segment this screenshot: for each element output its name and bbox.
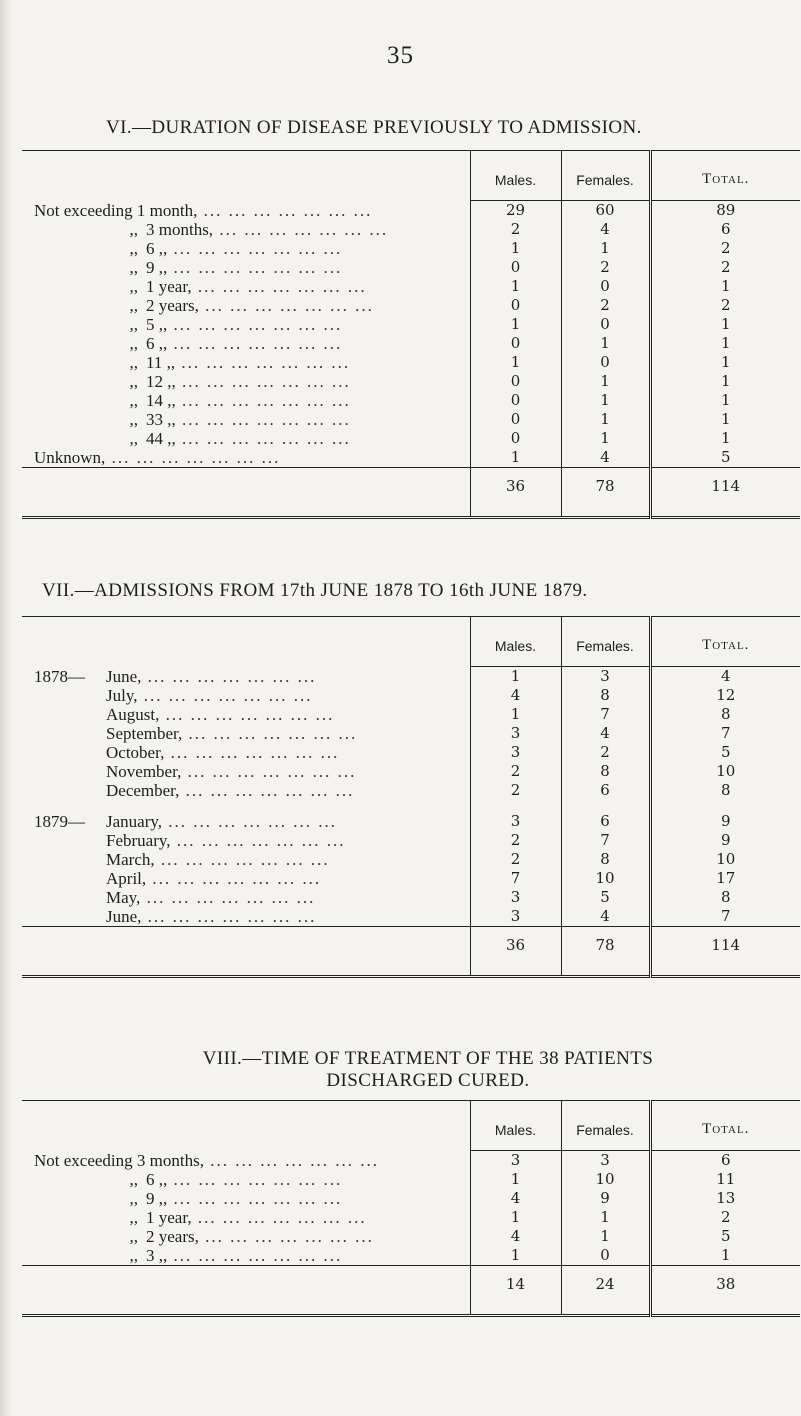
total-cell: 5 <box>650 743 800 762</box>
males-cell: 4 <box>470 1189 561 1208</box>
males-cell: 1 <box>470 1208 561 1227</box>
leader-dots: ... ... ... ... ... ... ... <box>198 1227 374 1246</box>
table-row <box>22 1189 800 1208</box>
leader-dots: ... ... ... ... ... ... ... <box>197 200 373 220</box>
totals-label-cell <box>22 927 470 977</box>
leader-dots: ... ... ... ... ... ... ... <box>182 724 358 743</box>
males-cell: 29 <box>470 201 561 221</box>
females-cell: 1 <box>561 239 650 258</box>
row-prefix: Not exceeding <box>34 1150 133 1170</box>
ditto-mark: ,, <box>129 372 138 391</box>
females-cell: 7 <box>561 705 650 724</box>
row-label-cell <box>22 1208 470 1227</box>
total-cell: 8 <box>650 705 800 724</box>
females-cell: 0 <box>561 315 650 334</box>
total-cell: 1 <box>650 429 800 448</box>
table-row <box>22 907 800 927</box>
row-label-cell <box>22 353 470 372</box>
row-year: 1879— <box>34 812 85 831</box>
row-label-cell <box>22 1246 470 1266</box>
males-cell: 3 <box>470 812 561 831</box>
females-cell: 4 <box>561 448 650 468</box>
table-row <box>22 410 800 429</box>
males-cell: 1 <box>470 1170 561 1189</box>
row-label-cell <box>22 724 470 743</box>
column-header-females: Females. <box>561 151 650 201</box>
row-label: Unknown, <box>34 448 106 467</box>
row-label-cell <box>22 781 470 800</box>
females-cell: 6 <box>561 781 650 800</box>
table-row <box>22 743 800 762</box>
ditto-mark: ,, <box>129 1189 138 1208</box>
females-cell: 9 <box>561 1189 650 1208</box>
total-cell: 1 <box>650 315 800 334</box>
ditto-mark: ,, <box>129 1208 138 1227</box>
total-cell: 17 <box>650 869 800 888</box>
row-label-cell <box>22 448 470 468</box>
ditto-mark: ,, <box>129 315 138 334</box>
spacer-row <box>22 800 800 812</box>
table-row <box>22 315 800 334</box>
females-cell: 60 <box>561 201 650 221</box>
leader-dots: ... ... ... ... ... ... ... <box>175 391 351 410</box>
row-label-cell <box>22 812 470 831</box>
grand-total: 114 <box>650 927 800 977</box>
row-label: 3 months, <box>136 1150 204 1170</box>
row-label-cell <box>22 429 470 448</box>
row-label: January, <box>106 812 163 831</box>
grand-total: 38 <box>650 1266 800 1316</box>
females-cell: 1 <box>561 1208 650 1227</box>
column-header-males: Males. <box>470 1101 561 1151</box>
row-label: 12 ,, <box>146 372 176 391</box>
males-cell: 3 <box>470 888 561 907</box>
ditto-mark: ,, <box>129 296 138 315</box>
section-viii <box>22 1048 800 1317</box>
section-vii <box>22 580 800 978</box>
males-total: 36 <box>470 927 561 977</box>
row-label: 3 ,, <box>146 1246 168 1265</box>
row-label-cell <box>22 869 470 888</box>
row-label: 9 ,, <box>146 1189 168 1208</box>
females-cell: 6 <box>561 812 650 831</box>
table-row <box>22 1227 800 1246</box>
row-label-cell <box>22 743 470 762</box>
females-cell: 4 <box>561 724 650 743</box>
leader-dots: ... ... ... ... ... ... ... <box>167 258 343 277</box>
ditto-mark: ,, <box>129 1170 138 1189</box>
table-row <box>22 296 800 315</box>
row-label-cell <box>22 410 470 429</box>
total-cell: 11 <box>650 1170 800 1189</box>
leader-dots: ... ... ... ... ... ... ... <box>179 781 355 800</box>
row-label-cell <box>22 201 470 221</box>
row-label: 1 month, <box>136 200 198 220</box>
table-row <box>22 1151 800 1171</box>
table-row <box>22 239 800 258</box>
row-label-cell <box>22 334 470 353</box>
total-cell: 2 <box>650 239 800 258</box>
row-label: 2 years, <box>146 1227 199 1246</box>
ditto-mark: ,, <box>129 239 138 258</box>
table-row <box>22 781 800 800</box>
females-cell: 1 <box>561 429 650 448</box>
row-label: 6 ,, <box>146 334 168 353</box>
section-viii-title-line1: VIII.—TIME OF TREATMENT OF THE 38 PATIENTS <box>202 1048 654 1069</box>
females-total: 24 <box>561 1266 650 1316</box>
row-label: 1 year, <box>146 277 192 296</box>
females-cell: 8 <box>561 686 650 705</box>
ditto-mark: ,, <box>129 429 138 448</box>
males-cell: 1 <box>470 315 561 334</box>
row-label: 14 ,, <box>146 391 176 410</box>
row-prefix: Not exceeding <box>34 200 133 220</box>
row-label-cell <box>22 762 470 781</box>
table-row <box>22 353 800 372</box>
total-cell: 1 <box>650 277 800 296</box>
leader-dots: ... ... ... ... ... ... ... <box>175 353 351 372</box>
males-cell: 1 <box>470 448 561 468</box>
row-label-cell <box>22 277 470 296</box>
leader-dots: ... ... ... ... ... ... ... <box>167 1189 343 1208</box>
males-cell: 4 <box>470 686 561 705</box>
males-total: 36 <box>470 468 561 518</box>
total-cell: 12 <box>650 686 800 705</box>
males-cell: 7 <box>470 869 561 888</box>
males-cell: 1 <box>470 705 561 724</box>
total-cell: 2 <box>650 296 800 315</box>
column-header-total: Total. <box>650 151 800 201</box>
females-cell: 4 <box>561 907 650 927</box>
column-header-males: Males. <box>470 617 561 667</box>
row-label-cell <box>22 1189 470 1208</box>
males-cell: 0 <box>470 258 561 277</box>
total-cell: 9 <box>650 831 800 850</box>
grand-total: 114 <box>650 468 800 518</box>
table-row <box>22 1170 800 1189</box>
section-vi <box>22 117 800 519</box>
females-cell: 0 <box>561 1246 650 1266</box>
row-label: 5 ,, <box>146 315 168 334</box>
total-cell: 6 <box>650 1151 800 1171</box>
table-row <box>22 850 800 869</box>
females-cell: 1 <box>561 334 650 353</box>
males-cell: 1 <box>470 667 561 687</box>
row-label: May, <box>106 888 141 907</box>
ditto-mark: ,, <box>129 258 138 277</box>
row-label: June, <box>106 907 142 926</box>
row-label-cell <box>22 1151 470 1171</box>
total-cell: 7 <box>650 907 800 927</box>
row-label-cell <box>22 391 470 410</box>
females-cell: 10 <box>561 869 650 888</box>
row-label-cell <box>22 258 470 277</box>
duration-table <box>22 150 800 519</box>
males-cell: 2 <box>470 831 561 850</box>
males-cell: 0 <box>470 391 561 410</box>
leader-dots: ... ... ... ... ... ... ... <box>170 831 346 850</box>
total-cell: 2 <box>650 1208 800 1227</box>
totals-label-cell <box>22 468 470 518</box>
row-label-cell <box>22 907 470 927</box>
section-vii-title: VII.—ADMISSIONS FROM 17th JUNE 1878 TO 16th JUNE 1879. <box>42 580 588 601</box>
males-cell: 3 <box>470 907 561 927</box>
leader-dots: ... ... ... ... ... ... ... <box>140 888 316 907</box>
page-number: 35 <box>387 42 414 69</box>
leader-dots: ... ... ... ... ... ... ... <box>175 372 351 391</box>
ditto-mark: ,, <box>129 410 138 429</box>
males-cell: 0 <box>470 429 561 448</box>
females-cell: 3 <box>561 667 650 687</box>
row-label-cell <box>22 667 470 687</box>
totals-row <box>22 1266 800 1316</box>
row-label-cell <box>22 372 470 391</box>
total-cell: 10 <box>650 762 800 781</box>
table-row <box>22 869 800 888</box>
total-cell: 1 <box>650 372 800 391</box>
table-row <box>22 724 800 743</box>
females-cell: 8 <box>561 850 650 869</box>
leader-dots: ... ... ... ... ... ... ... <box>154 850 330 869</box>
males-cell: 1 <box>470 239 561 258</box>
females-cell: 7 <box>561 831 650 850</box>
row-label-cell <box>22 239 470 258</box>
males-cell: 2 <box>470 762 561 781</box>
males-cell: 4 <box>470 1227 561 1246</box>
table-row <box>22 888 800 907</box>
total-cell: 1 <box>650 334 800 353</box>
column-header-total: Total. <box>650 617 800 667</box>
males-cell: 0 <box>470 296 561 315</box>
row-year: 1878— <box>34 666 85 686</box>
total-cell: 5 <box>650 1227 800 1246</box>
leader-dots: ... ... ... ... ... ... ... <box>159 705 335 724</box>
ditto-mark: ,, <box>129 277 138 296</box>
leader-dots: ... ... ... ... ... ... ... <box>191 277 367 296</box>
females-total: 78 <box>561 927 650 977</box>
ditto-mark: ,, <box>129 391 138 410</box>
admissions-table <box>22 616 800 978</box>
row-label: 33 ,, <box>146 410 176 429</box>
table-row <box>22 391 800 410</box>
row-label-cell <box>22 686 470 705</box>
females-cell: 2 <box>561 296 650 315</box>
column-header-total: Total. <box>650 1101 800 1151</box>
table-row <box>22 220 800 239</box>
row-label-cell <box>22 220 470 239</box>
females-cell: 2 <box>561 258 650 277</box>
row-label: April, <box>106 869 147 888</box>
row-label-cell <box>22 1170 470 1189</box>
females-cell: 2 <box>561 743 650 762</box>
row-label: March, <box>106 850 155 869</box>
table-row <box>22 1246 800 1266</box>
males-cell: 3 <box>470 743 561 762</box>
males-cell: 0 <box>470 334 561 353</box>
column-header-females: Females. <box>561 1101 650 1151</box>
table-row <box>22 667 800 687</box>
leader-dots: ... ... ... ... ... ... ... <box>141 907 317 926</box>
ditto-mark: ,, <box>129 353 138 372</box>
males-cell: 0 <box>470 410 561 429</box>
leader-dots: ... ... ... ... ... ... ... <box>198 296 374 315</box>
table-row <box>22 448 800 468</box>
section-vi-title: VI.—DURATION OF DISEASE PREVIOUSLY TO ADMISSION. <box>106 117 642 138</box>
leader-dots: ... ... ... ... ... ... ... <box>181 762 357 781</box>
row-label-cell <box>22 315 470 334</box>
total-cell: 7 <box>650 724 800 743</box>
total-cell: 10 <box>650 850 800 869</box>
females-cell: 0 <box>561 353 650 372</box>
row-label: 1 year, <box>146 1208 192 1227</box>
table-row <box>22 1208 800 1227</box>
females-cell: 1 <box>561 410 650 429</box>
females-cell: 4 <box>561 220 650 239</box>
males-cell: 1 <box>470 353 561 372</box>
females-cell: 8 <box>561 762 650 781</box>
leader-dots: ... ... ... ... ... ... ... <box>146 869 322 888</box>
row-label: August, <box>106 705 160 724</box>
table-row <box>22 334 800 353</box>
row-label-cell <box>22 831 470 850</box>
column-header-males: Males. <box>470 151 561 201</box>
table-row <box>22 201 800 221</box>
row-label: October, <box>106 743 165 762</box>
total-cell: 1 <box>650 391 800 410</box>
column-header-females: Females. <box>561 617 650 667</box>
table-row <box>22 831 800 850</box>
total-cell: 4 <box>650 667 800 687</box>
table-row <box>22 277 800 296</box>
table-row <box>22 705 800 724</box>
totals-label-cell <box>22 1266 470 1316</box>
total-cell: 8 <box>650 888 800 907</box>
scan-edge <box>0 0 14 1416</box>
males-cell: 2 <box>470 781 561 800</box>
leader-dots: ... ... ... ... ... ... ... <box>141 666 317 686</box>
totals-row <box>22 468 800 518</box>
total-cell: 2 <box>650 258 800 277</box>
section-viii-title <box>78 1048 778 1092</box>
leader-dots: ... ... ... ... ... ... ... <box>162 812 338 831</box>
leader-dots: ... ... ... ... ... ... ... <box>137 686 313 705</box>
males-cell: 3 <box>470 724 561 743</box>
females-cell: 1 <box>561 372 650 391</box>
total-cell: 5 <box>650 448 800 468</box>
leader-dots: ... ... ... ... ... ... ... <box>175 429 351 448</box>
leader-dots: ... ... ... ... ... ... ... <box>213 220 389 239</box>
males-total: 14 <box>470 1266 561 1316</box>
leader-dots: ... ... ... ... ... ... ... <box>203 1150 379 1170</box>
row-label-cell <box>22 1227 470 1246</box>
row-label: 6 ,, <box>146 239 168 258</box>
row-label: July, <box>106 686 138 705</box>
leader-dots: ... ... ... ... ... ... ... <box>167 1246 343 1265</box>
females-cell: 0 <box>561 277 650 296</box>
table-row <box>22 686 800 705</box>
total-cell: 6 <box>650 220 800 239</box>
leader-dots: ... ... ... ... ... ... ... <box>105 448 281 467</box>
row-label: November, <box>106 762 182 781</box>
row-label: 6 ,, <box>146 1170 168 1189</box>
row-label-cell <box>22 888 470 907</box>
leader-dots: ... ... ... ... ... ... ... <box>164 743 340 762</box>
total-cell: 89 <box>650 201 800 221</box>
table-row <box>22 762 800 781</box>
treatment-table <box>22 1100 800 1317</box>
row-label: 3 months, <box>146 220 214 239</box>
table-row <box>22 372 800 391</box>
leader-dots: ... ... ... ... ... ... ... <box>167 334 343 353</box>
row-label-cell <box>22 850 470 869</box>
leader-dots: ... ... ... ... ... ... ... <box>191 1208 367 1227</box>
row-label: December, <box>106 781 180 800</box>
table-row <box>22 812 800 831</box>
females-total: 78 <box>561 468 650 518</box>
ditto-mark: ,, <box>129 334 138 353</box>
males-cell: 1 <box>470 1246 561 1266</box>
total-cell: 1 <box>650 1246 800 1266</box>
males-cell: 1 <box>470 277 561 296</box>
row-label: June, <box>106 666 142 686</box>
total-cell: 8 <box>650 781 800 800</box>
leader-dots: ... ... ... ... ... ... ... <box>175 410 351 429</box>
ditto-mark: ,, <box>129 220 138 239</box>
row-label: February, <box>106 831 171 850</box>
table-row <box>22 258 800 277</box>
total-cell: 13 <box>650 1189 800 1208</box>
row-label-cell <box>22 705 470 724</box>
males-cell: 0 <box>470 372 561 391</box>
leader-dots: ... ... ... ... ... ... ... <box>167 315 343 334</box>
row-label: 9 ,, <box>146 258 168 277</box>
totals-row <box>22 927 800 977</box>
ditto-mark: ,, <box>129 1227 138 1246</box>
row-label: 11 ,, <box>146 353 176 372</box>
row-label: 2 years, <box>146 296 199 315</box>
total-cell: 9 <box>650 812 800 831</box>
section-viii-title-line2: DISCHARGED CURED. <box>326 1070 530 1091</box>
total-cell: 1 <box>650 410 800 429</box>
females-cell: 1 <box>561 391 650 410</box>
table-row <box>22 429 800 448</box>
males-cell: 2 <box>470 850 561 869</box>
total-cell: 1 <box>650 353 800 372</box>
males-cell: 3 <box>470 1151 561 1171</box>
females-cell: 3 <box>561 1151 650 1171</box>
row-label-cell <box>22 296 470 315</box>
males-cell: 2 <box>470 220 561 239</box>
females-cell: 10 <box>561 1170 650 1189</box>
females-cell: 1 <box>561 1227 650 1246</box>
females-cell: 5 <box>561 888 650 907</box>
leader-dots: ... ... ... ... ... ... ... <box>167 1170 343 1189</box>
row-label: 44 ,, <box>146 429 176 448</box>
row-label: September, <box>106 724 183 743</box>
ditto-mark: ,, <box>129 1246 138 1265</box>
leader-dots: ... ... ... ... ... ... ... <box>167 239 343 258</box>
